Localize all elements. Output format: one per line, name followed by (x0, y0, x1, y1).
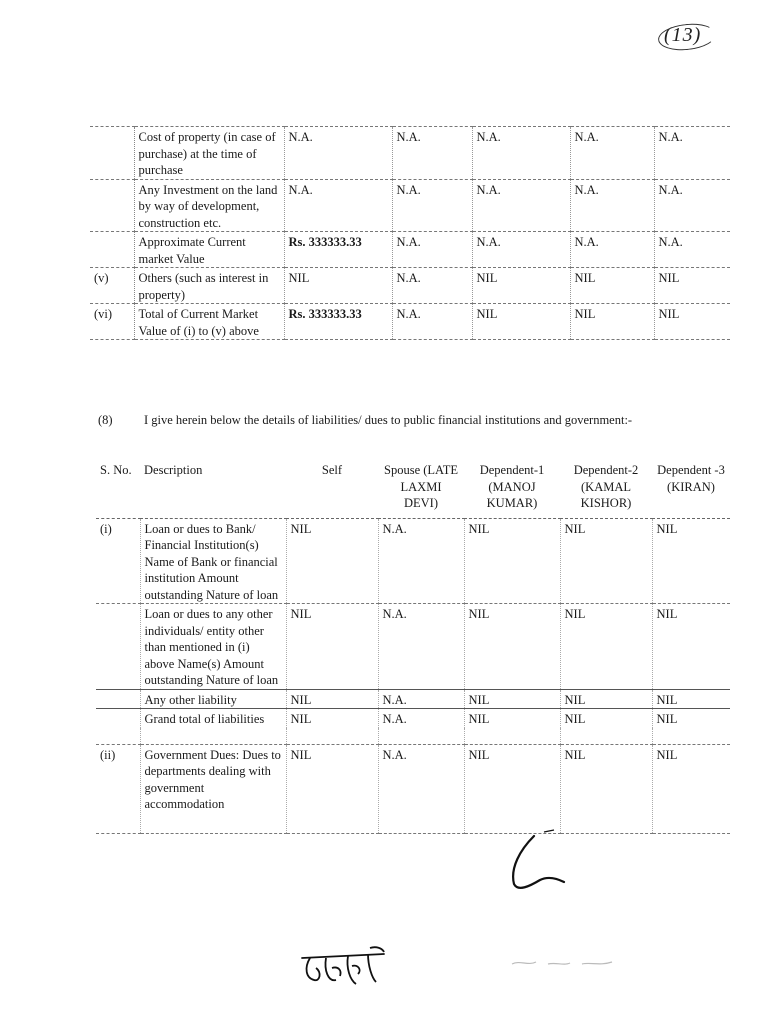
row-description: Others (such as interest in property) (134, 268, 284, 304)
section-text: I give herein below the details of liabilities/ dues to public financial institutions and government:- (144, 413, 633, 427)
cell-dependent-2: N.A. (570, 127, 654, 180)
cell-dependent-3: NIL (652, 604, 730, 690)
cell-dependent-3: NIL (654, 268, 730, 304)
cell-spouse: N.A. (392, 268, 472, 304)
cell-dependent-1: NIL (464, 744, 560, 833)
row-description: Any Investment on the land by way of development, construction etc. (134, 179, 284, 232)
cell-dependent-1: NIL (464, 709, 560, 728)
row-sno (90, 179, 134, 232)
cell-self: Rs. 333333.33 (284, 232, 392, 268)
header-dependent-1: Dependent-1 (MANOJ KUMAR) (479, 463, 545, 510)
cell-self: NIL (286, 709, 378, 728)
cell-dependent-3: N.A. (654, 179, 730, 232)
gap-cell (652, 728, 730, 745)
gap-cell (464, 728, 560, 745)
cell-dependent-2: N.A. (570, 179, 654, 232)
cell-self: NIL (286, 604, 378, 690)
row-sno (90, 127, 134, 180)
cell-self: NIL (286, 689, 378, 709)
row-sno (96, 689, 140, 709)
cell-dependent-2: NIL (570, 268, 654, 304)
cell-dependent-2: NIL (560, 744, 652, 833)
table-row (90, 268, 730, 304)
table-row (90, 179, 730, 232)
table-row (96, 709, 730, 728)
property-table (90, 126, 730, 340)
cell-self: Rs. 333333.33 (284, 304, 392, 340)
cell-dependent-3: NIL (654, 304, 730, 340)
section-number: (8) (98, 413, 113, 427)
cell-dependent-1: N.A. (472, 127, 570, 180)
row-description: Cost of property (in case of purchase) at the time of purchase (134, 127, 284, 180)
header-dependent-3: Dependent -3 (KIRAN) (657, 463, 725, 494)
hindi-signature (296, 944, 392, 992)
row-sno: (v) (90, 268, 134, 304)
row-sno: (ii) (96, 744, 140, 833)
row-sno: (i) (100, 521, 112, 536)
header-sno: S. No. (100, 463, 132, 477)
header-dependent-2: Dependent-2 (KAMAL KISHOR) (573, 463, 639, 510)
table-header-row (96, 460, 730, 518)
table-row (90, 304, 730, 340)
cell-spouse: N.A. (392, 304, 472, 340)
cell-spouse: N.A. (378, 518, 464, 604)
table-row (96, 518, 730, 604)
header-description: Description (144, 463, 203, 477)
cell-dependent-3: N.A. (654, 232, 730, 268)
section-8-intro (98, 412, 688, 429)
header-spouse: Spouse (LATE LAXMI DEVI) (384, 463, 458, 510)
cell-dependent-1: NIL (472, 268, 570, 304)
cell-dependent-2: NIL (560, 604, 652, 690)
row-description: Any other liability (140, 689, 286, 709)
row-sno (96, 709, 140, 728)
row-description: Loan or dues to any other individuals/ entity other than mentioned in (i) above Name(s) Amount outstanding Nature of loan (140, 604, 286, 690)
cell-self: NIL (286, 744, 378, 833)
cell-self: N.A. (284, 179, 392, 232)
cell-spouse: N.A. (378, 689, 464, 709)
cell-dependent-2: N.A. (570, 232, 654, 268)
gap-cell (140, 728, 286, 745)
cell-spouse: N.A. (392, 179, 472, 232)
row-description: Total of Current Market Value of (i) to (v) above (134, 304, 284, 340)
cell-self: NIL (286, 518, 378, 604)
gap-cell (378, 728, 464, 745)
gap-cell (96, 728, 140, 745)
gap-cell (286, 728, 378, 745)
cell-spouse: N.A. (392, 127, 472, 180)
cell-self: NIL (284, 268, 392, 304)
cell-dependent-3: NIL (652, 689, 730, 709)
cell-dependent-1: NIL (464, 518, 560, 604)
cell-self: N.A. (284, 127, 392, 180)
row-sno (90, 232, 134, 268)
row-description: Loan or dues to Bank/ Financial Institution(s) Name of Bank or financial institution Amount outstanding Nature of loan (140, 518, 286, 604)
cell-dependent-2: NIL (560, 518, 652, 604)
cell-dependent-1: N.A. (472, 179, 570, 232)
table-row (96, 744, 730, 833)
table-gap-row (96, 728, 730, 745)
cell-dependent-1: NIL (464, 689, 560, 709)
cell-dependent-2: NIL (560, 689, 652, 709)
cell-dependent-1: NIL (464, 604, 560, 690)
table-row (96, 689, 730, 709)
table-row (96, 604, 730, 690)
table-row (90, 127, 730, 180)
row-sno (96, 604, 140, 690)
liabilities-table (96, 460, 730, 834)
cell-dependent-3: NIL (652, 518, 730, 604)
table-row (90, 232, 730, 268)
cell-dependent-3: N.A. (654, 127, 730, 180)
cell-spouse: N.A. (378, 744, 464, 833)
gap-cell (560, 728, 652, 745)
cell-dependent-2: NIL (560, 709, 652, 728)
row-sno: (vi) (90, 304, 134, 340)
cell-dependent-2: NIL (570, 304, 654, 340)
cell-spouse: N.A. (378, 604, 464, 690)
cell-dependent-1: N.A. (472, 232, 570, 268)
header-self: Self (321, 463, 343, 477)
faint-marks (508, 952, 618, 974)
cell-dependent-1: NIL (472, 304, 570, 340)
row-description: Approximate Current market Value (134, 232, 284, 268)
cell-dependent-3: NIL (652, 744, 730, 833)
page-number-circle (657, 21, 717, 53)
row-description: Grand total of liabilities (140, 709, 286, 728)
row-description: Government Dues: Dues to departments dealing with government accommodation (140, 744, 286, 833)
cell-spouse: N.A. (378, 709, 464, 728)
cell-spouse: N.A. (392, 232, 472, 268)
cell-dependent-3: NIL (652, 709, 730, 728)
page-number: (13) (664, 24, 701, 47)
signature-mark (500, 828, 570, 898)
